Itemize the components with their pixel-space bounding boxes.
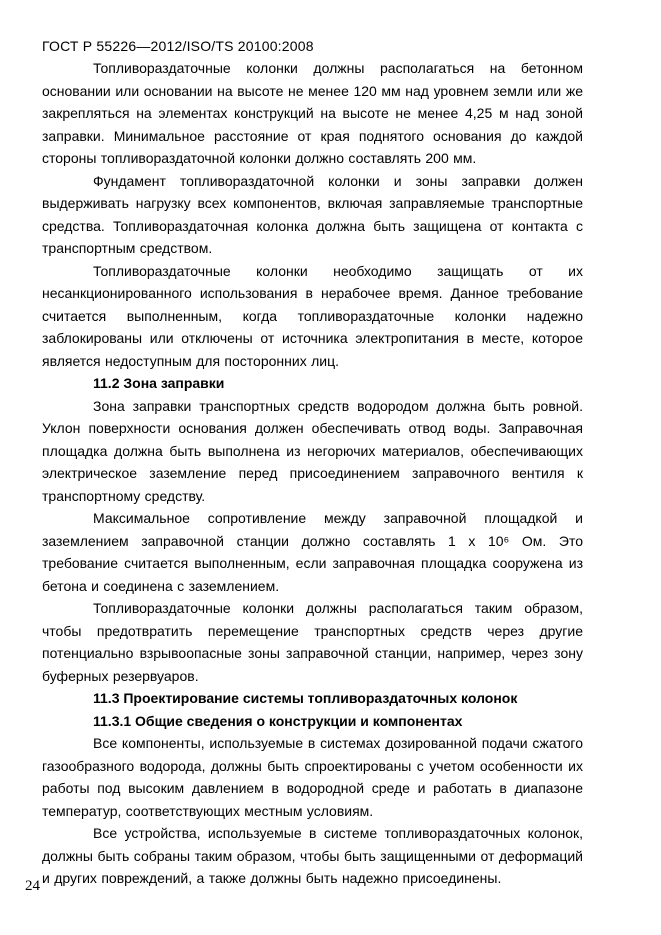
paragraph: Зона заправки транспортных средств водородом должна быть ровной. Уклон поверхности основания должен обеспечивать отвод воды. Заправочная площадка должна быть выполнена из негорючих материалов, обеспечивающих электрическое заземление перед присоединением заправочного вентиля к транспортному средству. [42, 397, 583, 504]
section-heading: 11.3 Проектирование системы топливораздаточных колонок [93, 690, 518, 706]
paragraph: Топливораздаточные колонки необходимо защищать от их несанкционированного использования в нерабочее время. Данное требование считается выполненным, когда топливораздаточные колонки надежно заблокированы или отключены от источника электропитания в месте, которое является недоступным для посторонних лиц. [42, 262, 583, 369]
paragraph: Все компоненты, используемые в системах дозированной подачи сжатого газообразного водорода, должны быть спроектированы с учетом особенности их работы под высоким давлением в водородной среде и работать в диапазоне температур, соответствующих местным условиям. [42, 735, 583, 819]
page-number: 24 [25, 878, 40, 894]
section-heading: 11.3.1 Общие сведения о конструкции и компонентах [93, 712, 463, 729]
paragraph: Топливораздаточные колонки должны располагаться на бетонном основании или основании на высоте не менее 120 мм над уровнем земли или же закрепляться на элементах конструкций на высоте не менее 4,25 м над зоной заправки. Минимальное расстояние от края поднятого основания до каждой стороны топливораздаточной колонки должно составлять 200 мм. [42, 60, 583, 166]
paragraph: Фундамент топливораздаточной колонки и зоны заправки должен выдерживать нагрузку всех компонентов, включая заправляемые транспортные средства. Топливораздаточная колонка должна быть защищена от контакта с транспортным средством. [42, 172, 583, 256]
paragraph: Максимальное сопротивление между заправочной площадкой и заземлением заправочной станции должно составлять 1 х 10⁶ Ом. Это требование считается выполненным, если заправочная площадка сооружена из бетона и соединена с заземлением. [42, 510, 583, 594]
paragraph: Все устройства, используемые в системе топливораздаточных колонок, должны быть собраны таким образом, чтобы быть защищенными от деформаций и других повреждений, а также должны быть надежно присоединены. [42, 825, 583, 886]
document-designation-header: ГОСТ Р 55226—2012/ISO/TS 20100:2008 [42, 38, 314, 54]
paragraph: Топливораздаточные колонки должны располагаться таким образом, чтобы предотвратить перемещение транспортных средств через другие потенциально взрывоопасные зоны заправочной станции, например, через зону буферных резервуаров. [42, 600, 583, 684]
document-body [42, 57, 583, 890]
section-heading: 11.2 Зона заправки [93, 375, 225, 391]
